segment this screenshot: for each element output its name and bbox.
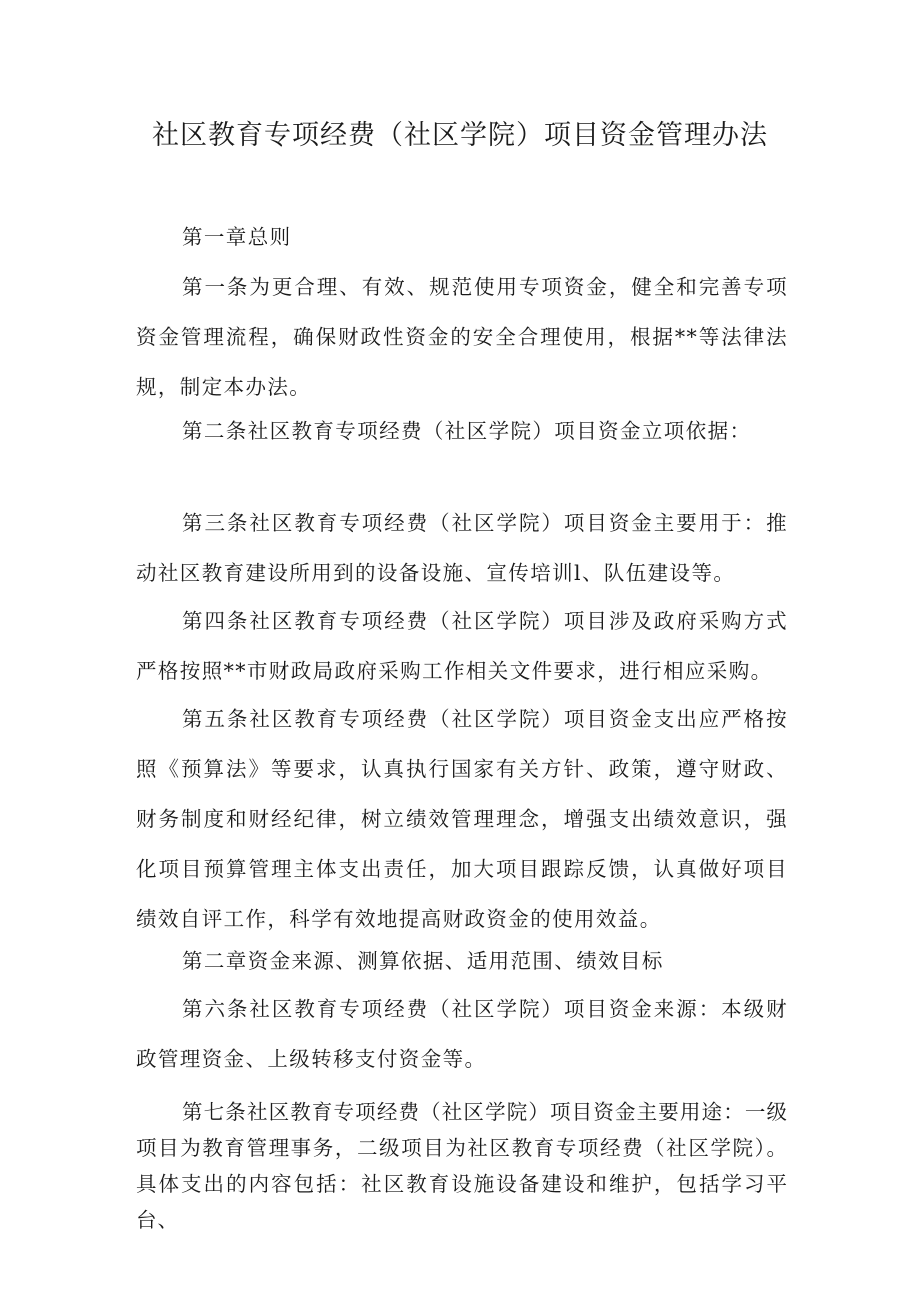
article-2-paragraph: 第二条社区教育专项经费（社区学院）项目资金立项依据： — [182, 419, 752, 443]
article-3-paragraph: 第三条社区教育专项经费（社区学院）项目资金主要用于：推动社区教育建设所用到的设备设施、宣传培训l、队伍建设等。 — [136, 511, 788, 585]
article-5-paragraph: 第五条社区教育专项经费（社区学院）项目资金支出应严格按照《预算法》等要求，认真执行国家有关方针、政策，遵守财政、财务制度和财经纪律，树立绩效管理理念，增强支出绩效意识，强化项目预算管理主体支出责任，加大项目跟踪反馈，认真做好项目绩效自评工作，科学有效地提高财政资金的使用效益。 — [136, 707, 788, 931]
chapter-2-heading: 第二章资金来源、测算依据、适用范围、绩效目标 — [182, 949, 664, 973]
article-1-paragraph: 第一条为更合理、有效、规范使用专项资金，健全和完善专项资金管理流程，确保财政性资金的安全合理使用，根据**等法律法规，制定本办法。 — [136, 275, 788, 399]
chapter-1-heading: 第一章总则 — [182, 225, 292, 249]
document-title: 社区教育专项经费（社区学院）项目资金管理办法 — [152, 120, 768, 151]
article-6-paragraph: 第六条社区教育专项经费（社区学院）项目资金来源：本级财政管理资金、上级转移支付资金等。 — [136, 997, 788, 1071]
article-4-paragraph: 第四条社区教育专项经费（社区学院）项目涉及政府采购方式严格按照**市财政局政府采购工作相关文件要求，进行相应采购。 — [136, 609, 788, 683]
article-7-paragraph: 第七条社区教育专项经费（社区学院）项目资金主要用途：一级项目为教育管理事务，二级项目为社区教育专项经费（社区学院）。具体支出的内容包括：社区教育设施设备建设和维护，包括学习平台、 — [136, 1100, 788, 1232]
